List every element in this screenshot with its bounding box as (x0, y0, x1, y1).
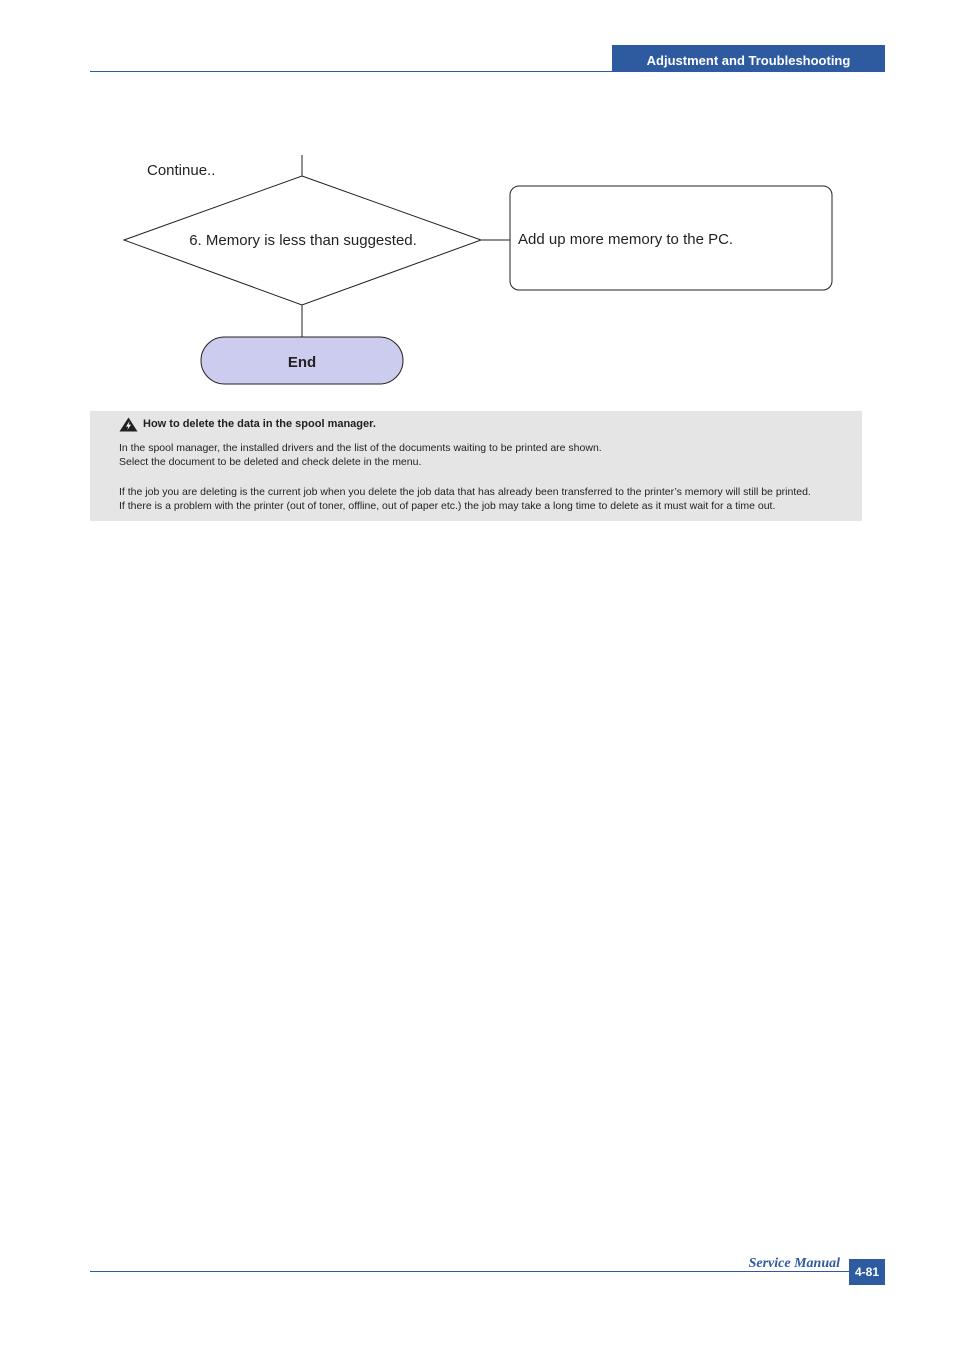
spool-manager-note (90, 411, 862, 521)
continue-label: Continue.. (147, 162, 216, 179)
decision-label: 6. Memory is less than suggested. (189, 232, 417, 249)
warning-icon (119, 417, 138, 432)
page-number: 4-81 (849, 1259, 885, 1285)
note-line: Select the document to be deleted and check delete in the menu. (119, 456, 422, 469)
section-title-tab: Adjustment and Troubleshooting (612, 45, 885, 72)
end-label: End (287, 354, 317, 371)
manual-title: Service Manual (748, 1256, 840, 1271)
note-line: If there is a problem with the printer (out of toner, offline, out of paper etc.) the job may take a long time to delete as it must wait for a time out. (119, 499, 776, 512)
note-line: In the spool manager, the installed drivers and the list of the documents waiting to be printed are shown. (119, 442, 602, 454)
note-line: If the job you are deleting is the current job when you delete the job data that has already been transferred to the printer’s memory will still be printed. (119, 485, 811, 498)
flowchart (0, 0, 954, 400)
action-label: Add up more memory to the PC. (518, 231, 734, 248)
note-title: How to delete the data in the spool manager. (143, 418, 376, 431)
